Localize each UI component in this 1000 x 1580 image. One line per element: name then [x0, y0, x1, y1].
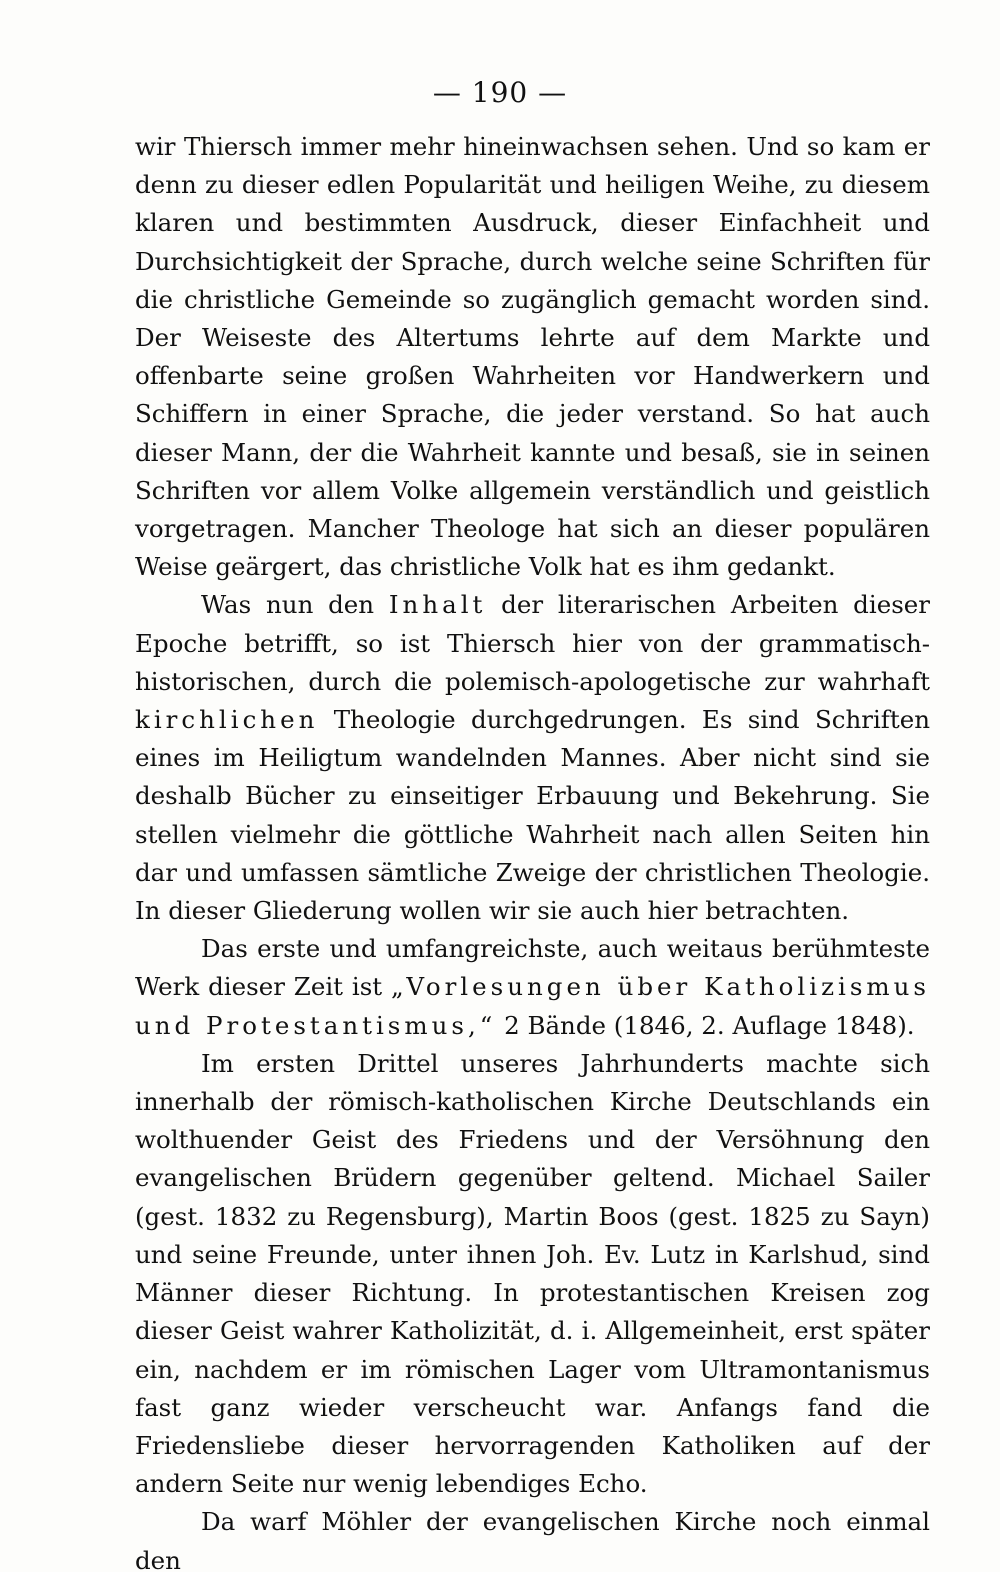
paragraph-2-emphasis-kirchlichen: kirchlichen	[135, 705, 319, 735]
paragraph-3	[135, 930, 930, 1045]
page-number: — 190 —	[432, 76, 568, 109]
paragraph-2-text-after: Theologie durchgedrungen. Es sind Schriften eines im Heiligtum wandelnden Mannes. Aber nicht sind sie deshalb Bücher zu einseitiger Erbauung und Bekehrung. Sie stellen vielmehr die göttliche Wahrheit nach allen Seiten hin dar und umfassen sämtliche Zweige der christlichen Theologie. In dieser Gliederung wollen wir sie auch hier betrachten.	[135, 705, 930, 926]
paragraph-3-text-before: Das erste und umfangreichste, auch weitaus berühmteste Werk dieser Zeit ist	[135, 934, 930, 1002]
paragraph-2-text-middle: der literarischen Arbeiten dieser Epoche betrifft, so ist Thiersch hier von der grammatisch-historischen, durch die polemisch-apologetische zur wahrhaft	[135, 590, 930, 696]
paragraph-2-text-before: Was nun den	[201, 590, 389, 620]
body-text	[135, 128, 930, 1580]
paragraph-2-emphasis-inhalt: Inhalt	[388, 590, 487, 620]
paragraph-4: Im ersten Drittel unseres Jahrhunderts machte sich innerhalb der römisch-katholischen Kirche Deutschlands ein wolthuender Geist des Friedens und der Versöhnung den evangelischen Brüdern gegenüber geltend. Michael Sailer (gest. 1832 zu Regensburg), Martin Boos (gest. 1825 zu Sayn) und seine Freunde, unter ihnen Joh. Ev. Lutz in Karlshud, sind Männer dieser Richtung. In protestantischen Kreisen zog dieser Geist wahrer Katholizität, d. i. Allgemeinheit, erst später ein, nachdem er im römischen Lager vom Ultramontanismus fast ganz wieder verscheucht war. Anfangs fand die Friedensliebe dieser hervorragenden Katholiken auf der andern Seite nur wenig lebendiges Echo.	[135, 1048, 930, 1499]
paragraph-1: wir Thiersch immer mehr hineinwachsen sehen. Und so kam er denn zu dieser edlen Popularität und heiligen Weihe, zu diesem klaren und bestimmten Ausdruck, dieser Einfachheit und Durchsichtigkeit der Sprache, durch welche seine Schriften für die christliche Gemeinde so zugänglich gemacht worden sind. Der Weiseste des Altertums lehrte auf dem Markte und offenbarte seine großen Wahrheiten vor Handwerkern und Schiffern in einer Sprache, die jeder verstand. So hat auch dieser Mann, der die Wahrheit kannte und besaß, sie in seinen Schriften vor allem Volke allgemein verständlich und geistlich vorgetragen. Mancher Theologe hat sich an dieser populären Weise geärgert, das christliche Volk hat es ihm gedankt.	[135, 132, 930, 582]
paragraph-2	[135, 586, 930, 930]
paragraph-3-text-after: 2 Bände (1846, 2. Auflage 1848).	[496, 1010, 915, 1040]
paragraph-3-book-title: „Vorlesungen über Katholizismus und Protestantismus,“	[135, 972, 931, 1040]
paragraph-5: Da warf Möhler der evangelischen Kirche noch einmal den	[135, 1507, 930, 1575]
